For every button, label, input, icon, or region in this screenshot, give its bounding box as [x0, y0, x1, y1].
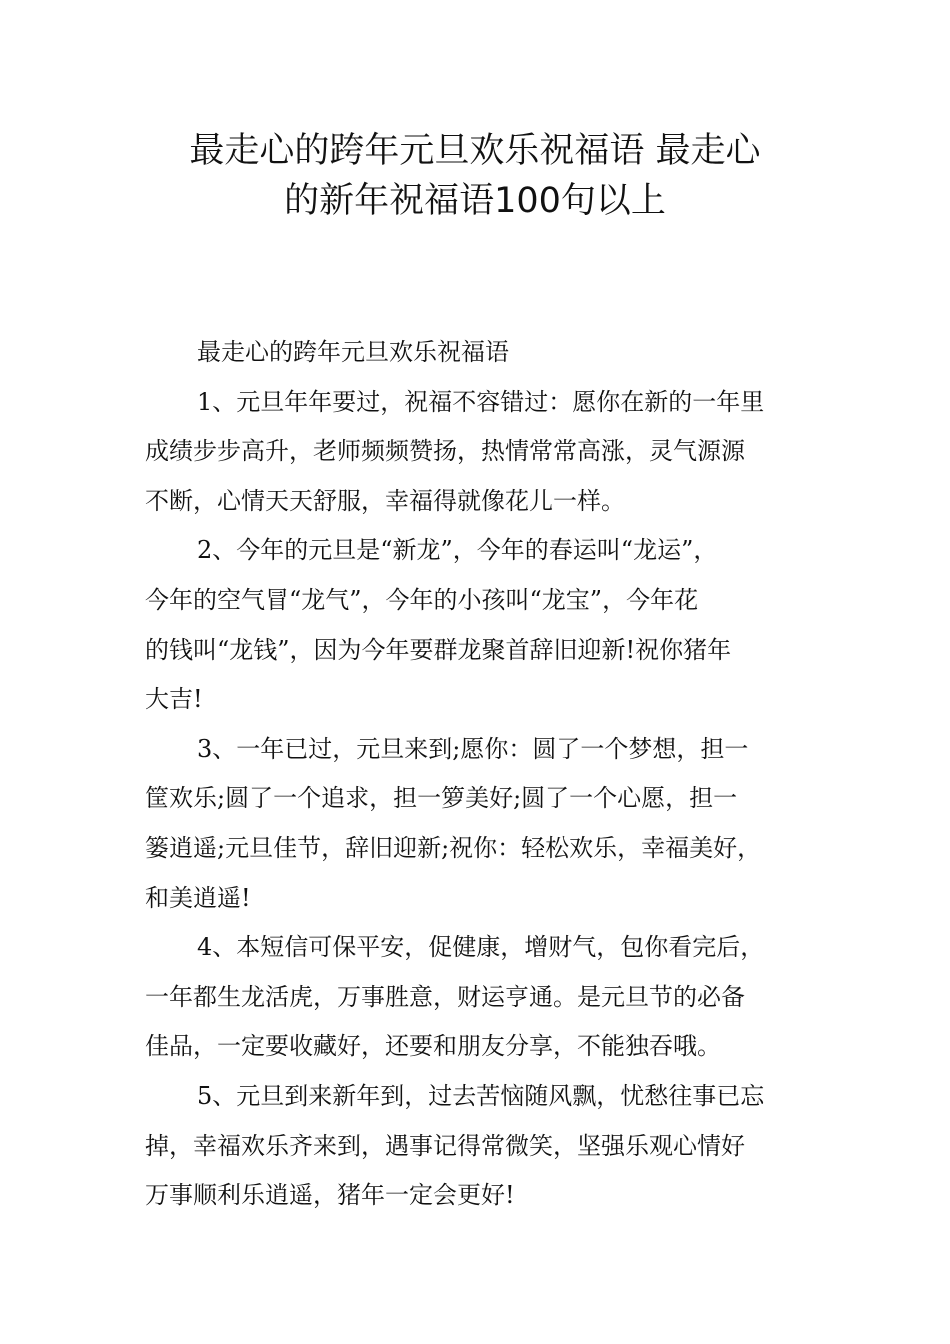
- paragraph-line: 成绩步步高升，老师频频赞扬，热情常常高涨，灵气源源: [145, 437, 745, 466]
- paragraph-line: 的钱叫“龙钱”，因为今年要群龙聚首辞旧迎新!祝你猪年: [145, 635, 732, 664]
- paragraph-4: [145, 923, 825, 1072]
- paragraph-line: 2、今年的元旦是“新龙”，今年的春运叫“龙运”，: [197, 536, 718, 565]
- paragraph-line: 大吉!: [145, 685, 203, 714]
- paragraph-line: 一年都生龙活虎，万事胜意，财运亨通。是元旦节的必备: [145, 982, 745, 1011]
- title-line: 的新年祝福语100句以上: [284, 181, 666, 221]
- paragraph-line: 掉，幸福欢乐齐来到，遇事记得常微笑，坚强乐观心情好: [145, 1131, 745, 1160]
- paragraph-5: [145, 1072, 825, 1221]
- document-body: [145, 328, 825, 1221]
- paragraph-line: 1、元旦年年要过，祝福不容错过：愿你在新的一年里: [197, 387, 765, 416]
- paragraph-line: 筐欢乐;圆了一个追求，担一箩美好;圆了一个心愿，担一: [145, 784, 738, 813]
- paragraph-line: 篓逍遥;元旦佳节，辞旧迎新;祝你：轻松欢乐，幸福美好，: [145, 833, 762, 862]
- paragraph-2: [145, 526, 825, 724]
- paragraph-3: [145, 725, 825, 923]
- paragraph-line: 3、一年已过，元旦来到;愿你：圆了一个梦想，担一: [197, 734, 749, 763]
- subheading: 最走心的跨年元旦欢乐祝福语: [197, 338, 509, 366]
- paragraph-line: 5、元旦到来新年到，过去苦恼随风飘，忧愁往事已忘: [197, 1081, 765, 1110]
- title-line: 最走心的跨年元旦欢乐祝福语 最走心: [189, 131, 761, 171]
- paragraph-line: 不断，心情天天舒服，幸福得就像花儿一样。: [145, 486, 625, 515]
- paragraph-line: 佳品，一定要收藏好，还要和朋友分享，不能独吞哦。: [145, 1032, 721, 1061]
- document-title: [0, 126, 950, 226]
- paragraph-1: [145, 378, 825, 527]
- paragraph-line: 今年的空气冒“龙气”，今年的小孩叫“龙宝”，今年花: [145, 585, 699, 614]
- paragraph-line: 万事顺利乐逍遥，猪年一定会更好!: [145, 1181, 515, 1210]
- paragraph-line: 和美逍遥!: [145, 883, 251, 912]
- paragraph-line: 4、本短信可保平安，促健康，增财气，包你看完后，: [197, 933, 765, 962]
